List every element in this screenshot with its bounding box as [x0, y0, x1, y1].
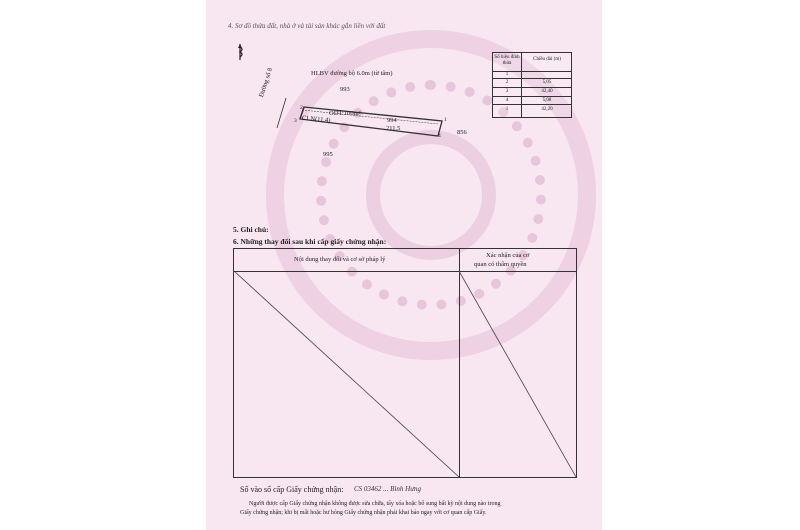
- road-label: HLBV đường bộ 6.0m (từ tâm): [311, 70, 393, 77]
- neighbor-right: 856: [457, 129, 467, 136]
- table-cell: 2: [505, 80, 509, 85]
- certificate-page: [206, 0, 602, 530]
- north-arrow-icon: [235, 44, 245, 60]
- strike-through-lines: [234, 271, 576, 477]
- parcel-area: 211,5: [386, 125, 401, 132]
- changes-heading: 6. Những thay đổi sau khi cấp giấy chứng nhận:: [233, 237, 387, 246]
- point-label: 3: [294, 118, 297, 124]
- table-cell: 3: [505, 89, 509, 94]
- street-label: Đường số 8: [258, 67, 275, 99]
- changes-table: [233, 248, 577, 478]
- warning-line-2: Giấy chứng nhận; khi bị mất hoặc hư hỏng Giấy chứng nhận phải khai báo ngay với cơ quan cấp Giấy.: [240, 510, 487, 516]
- parcel-number: 994: [387, 117, 397, 124]
- table-cell: 5,08: [542, 98, 552, 103]
- edge-table-col1-header: Số hiệu đỉnh thửa: [494, 55, 520, 66]
- table-cell: 5,05: [542, 80, 552, 85]
- table-cell: 42,20: [541, 107, 553, 112]
- land-use-label: ODT:100m²: [329, 110, 361, 117]
- changes-col2-header-line1: Xác nhận của cơ: [486, 252, 530, 259]
- registry-label: Số vào sổ cấp Giấy chứng nhận:: [240, 485, 344, 494]
- neighbor-top: 993: [340, 86, 350, 93]
- changes-col1-header: Nội dung thay đổi và cơ sở pháp lý: [294, 256, 386, 263]
- section4-title: 4. Sơ đồ thửa đất, nhà ở và tài sản khác gắn liền với đất: [228, 22, 386, 30]
- point-label: 1: [444, 117, 447, 123]
- registry-value: CS 03462 ... Bình Hưng: [354, 485, 422, 493]
- cln-label: CLN(11,4): [301, 114, 331, 125]
- point-label: 4: [438, 133, 441, 139]
- edge-table-col2-header: Chiều dài (m): [533, 57, 561, 62]
- edge-length-table: [492, 52, 572, 118]
- table-cell: 1: [505, 107, 509, 112]
- table-cell: 4: [505, 98, 509, 103]
- table-cell: 1: [505, 72, 509, 77]
- point-label: 2: [300, 105, 303, 111]
- warning-line-1: Người được cấp Giấy chứng nhận không được sửa chữa, tẩy xóa hoặc bổ sung bất kỳ nội dung nào trong: [249, 501, 501, 507]
- neighbor-bottom: 995: [323, 151, 333, 158]
- notes-heading: 5. Ghi chú:: [233, 225, 269, 234]
- table-cell: 42,40: [541, 89, 553, 94]
- changes-col2-header-line2: quan có thẩm quyền: [474, 261, 527, 268]
